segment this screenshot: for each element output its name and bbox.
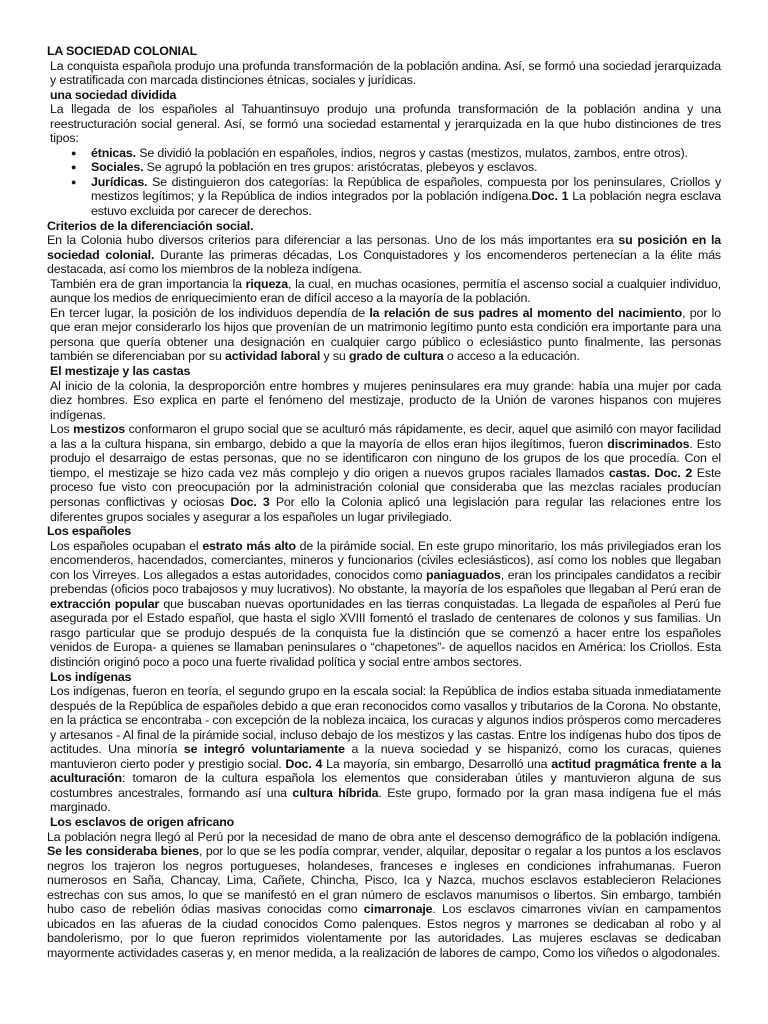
heading-indigenas: Los indígenas (50, 669, 132, 684)
intro-paragraph: La conquista española produjo una profunda transformación de la población andina. Así, se formó una sociedad jerarquizada y estratificada con marcada distinciones étnicas, sociales y jurídicas. (50, 58, 721, 88)
distinctions-list (47, 146, 721, 219)
heading-mestizaje: El mestizaje y las castas (50, 364, 191, 379)
paragraph-criterios-1: En la Colonia hubo diversos criterios para diferenciar a las personas. Uno de los más importantes era su posición en la sociedad colonial. Durante las primeras décadas, Los Conquistadores y los encomenderos pertenecían a la élite más destacada, así como los miembros de la nobleza indígena. (47, 233, 721, 277)
heading-sociedad-dividida: una sociedad dividida (50, 87, 177, 102)
paragraph-criterios-3: En tercer lugar, la posición de los individuos dependía de la relación de sus padres al momento del nacimiento, por lo que eran mejor considerarlo los hijos que provenían de un matrimonio legítimo punto esta condición era importante para una persona que quería obtener una designación en cualquier cargo público o eclesiástico punto finalmente, las personas también se diferenciaban por su actividad laboral y su grado de cultura o acceso a la educación. (50, 305, 721, 364)
document-title: LA SOCIEDAD COLONIAL (47, 44, 198, 58)
paragraph-esclavos: La población negra llegó al Perú por la necesidad de mano de obra ante el descenso demográfico de la población indígena. Se les consideraba bienes, por lo que se les podía comprar, vender, alquilar, depositar o regalar a los puntos a los esclavos negros los trajeron los negros portugueses, holandeses, franceses e ingleses en condiciones infrahumanas. Fueron numerosos en Saña, Chancay, Lima, Cañete, Chincha, Pisco, Ica y Nazca, muchos esclavos establecieron Relaciones estrechas con sus amos, lo que se manifestó en el gran número de esclavos manumisos o libertos. Sin embargo, también hubo caso de rebelión ódias masivas conocidas como cimarronaje. Los esclavos cimarrones vivían en campamentos ubicados en las afueras de la ciudad conocidos Como palenques. Estos negros y marrones se dedicaban al robo y al bandolerismo, por lo que fueron reprimidos violentamente por las autoridades. Las mujeres esclavas se dedicaban mayormente actividades caseras y, en menor medida, a la realización de labores de campo, Como los viñedos o algodonales. (47, 829, 721, 960)
paragraph-mestizaje-2: Los mestizos conformaron el grupo social que se aculturó más rápidamente, es decir, aquel que asimiló con mayor facilidad a las a la cultura hispana, sin embargo, debido a que la mayoría de ellos eran hijos ilegítimos, fueron discriminados. Esto produjo el desarraigo de estas personas, que no se identificaron con ninguno de los grupos de los que procedía. Con el tiempo, el mestizaje se hizo cada vez más complejo y dio origen a nuevos grupos raciales llamados castas. Doc. 2 Este proceso fue visto con preocupación por la administración colonial que consideraba que las mezclas raciales producían personas conflictivas y ociosas Doc. 3 Por ello la Colonia aplicó una legislación para regular las relaciones entre los diferentes grupos sociales y asegurar a los españoles un lugar privilegiado. (50, 422, 721, 524)
heading-criterios: Criterios de la diferenciación social. (47, 218, 254, 233)
list-item: ● Jurídicas. Se distinguieron dos categorías: la República de españoles, compuesta por los peninsulares, Criollos y mestizos legítimos; y la República de indios integrados por la población indígena.Doc. 1 La población negra esclava estuvo excluida por carecer de derechos. (91, 175, 721, 219)
paragraph-mestizaje-1: Al inicio de la colonia, la desproporción entre hombres y mujeres peninsulares era muy grande: había una mujer por cada diez hombres. Eso explica en parte el fenómeno del mestizaje, producto de la Unión de varones hispanos con mujeres indígenas. (50, 378, 721, 422)
paragraph-indigenas: Los indígenas, fueron en teoría, el segundo grupo en la escala social: la República de indios estaba situada inmediatamente después de la República de españoles debido a que eran reconocidos como vasallos y tributarios de la Corona. No obstante, en la práctica se encontraba - con excepción de la nobleza incaica, los curacas y algunos indios prósperos como mercaderes y artesanos - Al final de la pirámide social, incluso debajo de los mestizos y las castas. Entre los indígenas hubo dos tipos de actitudes. Una minoría se integró voluntariamente a la nueva sociedad y se hispanizó, como los curacas, quienes mantuvieron cierto poder y prestigio social. Doc. 4 La mayoría, sin embargo, Desarrolló una actitud pragmática frente a la aculturación: tomaron de la cultura española los elementos que consideraban útiles y mantuvieron alguna de sus costumbres ancestrales, formando así una cultura híbrida. Este grupo, formado por la gran masa indígena fue el más marginado. (50, 684, 721, 815)
list-item: ● Sociales. Se agrupó la población en tres grupos: aristócratas, plebeyos y esclavos. (91, 160, 721, 175)
document-page (47, 44, 721, 960)
list-item: ● étnicas. Se dividió la población en españoles, indios, negros y castas (mestizos, mulatos, zambos, entre otros). (91, 146, 721, 161)
heading-esclavos: Los esclavos de origen africano (50, 814, 235, 829)
paragraph-criterios-2: También era de gran importancia la riqueza, la cual, en muchas ocasiones, permitía el ascenso social a cualquier individuo, aunque los medios de enriquecimiento eran de difícil acceso a la mayoría de la población. (50, 276, 721, 306)
heading-espanoles: Los españoles (47, 524, 132, 539)
paragraph-sociedad-dividida: La llegada de los españoles al Tahuantinsuyo produjo una profunda transformación de la población andina y una reestructuración social general. Así, se formó una sociedad estamental y jerarquizada en la que hubo distinciones de tres tipos: (50, 102, 721, 146)
paragraph-espanoles: Los españoles ocupaban el estrato más alto de la pirámide social. En este grupo minoritario, los más privilegiados eran los encomenderos, hacendados, comerciantes, mineros y funcionarios (civiles eclesiásticos), así como los nobles que llegaban con los Virreyes. Los allegados a estas autoridades, conocidos como paniaguados, eran los principales candidatos a recibir prebendas (oficios poco trabajosos y muy lucrativos). No obstante, la mayoría de los españoles que llegaban al Perú eran de extracción popular que buscaban nuevas oportunidades en las tierras conquistadas. La llegada de españoles al Perú fue asegurada por el Estado español, que hasta el siglo XVIII fomentó el traslado de centenares de colonos y sus familias. Un rasgo particular que se produjo después de la conquista fue la distinción que se comenzó a hacer entre los españoles venidos de Europa- a quienes se llamaban peninsulares o “chapetones”- de aquellos nacidos en América: los Criollos. Esta distinción originó poco a poco una fuerte rivalidad política y social entre ambos sectores. (50, 538, 721, 669)
